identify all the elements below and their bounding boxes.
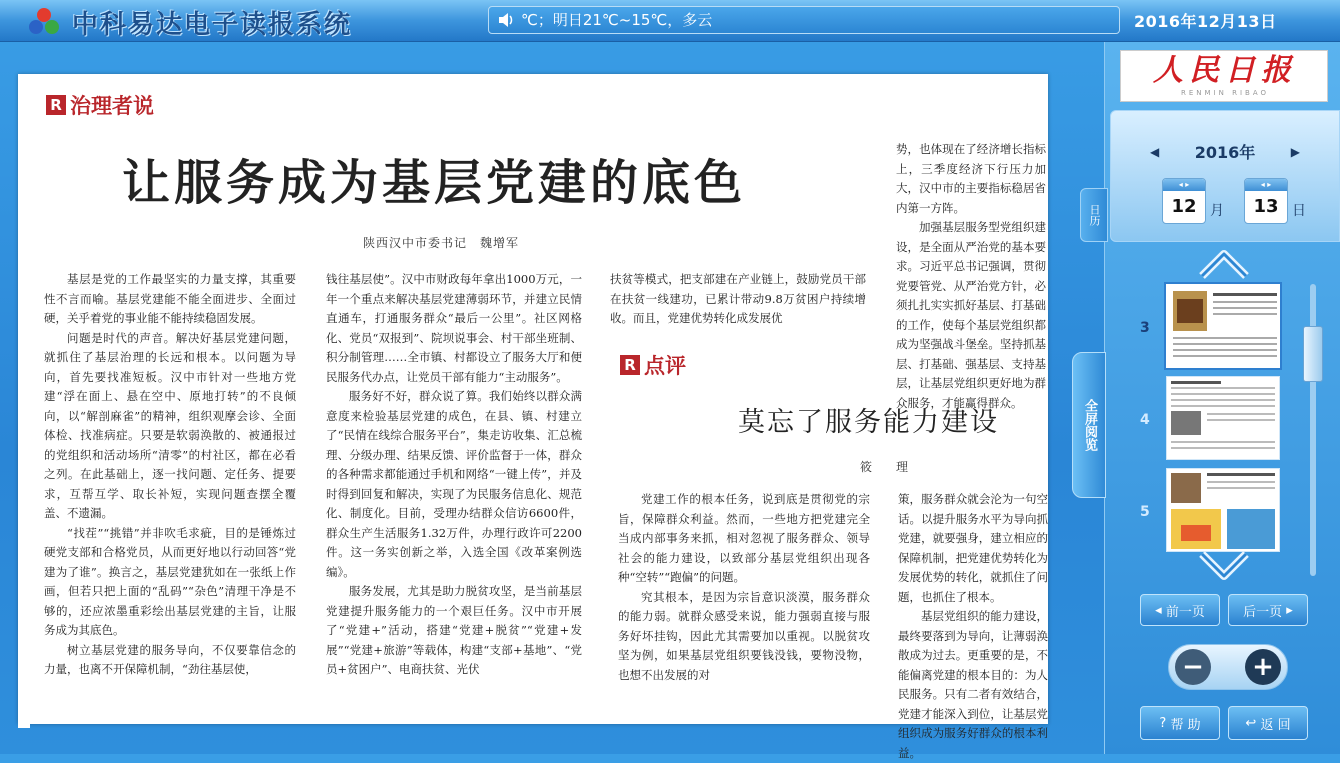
comment-column-1 — [618, 490, 870, 710]
r-logo-icon: R — [46, 95, 66, 115]
help-button[interactable] — [1140, 706, 1220, 740]
calendar-toggle-tab[interactable]: 日历 — [1080, 188, 1108, 242]
day-value: 13 — [1253, 196, 1279, 217]
fullscreen-read-tab[interactable]: 全屏阅览 — [1072, 352, 1106, 498]
paragraph: “找茬”“挑错”并非吹毛求疵，目的是锤炼过硬党支部和合格党员，从而更好地以行动回答“党建为了谁”。换言之，基层党建犹如在一张纸上作画，但若只把上面的“乱码”“杂色”清理干净是不够的，还应浓墨重彩绘出基层党建的主旨，让服务成为其底色。 — [44, 525, 296, 637]
page-thumbnail-5[interactable] — [1166, 468, 1280, 552]
comment-column-2 — [898, 490, 1048, 760]
paragraph: 势，也体现在了经济增长指标上，三季度经济下行压力加大，汉中市的主要指标稳居省内第一方阵。 — [896, 142, 1046, 215]
app-logo-icon — [26, 6, 62, 36]
article-column-2 — [326, 270, 582, 710]
prev-year-arrow-icon[interactable]: ◀ — [1150, 144, 1160, 159]
page-thumbnail-4[interactable] — [1166, 376, 1280, 460]
zoom-control — [1168, 644, 1288, 690]
paragraph: 问题是时代的声音。解决好基层党建问题，就抓住了基层治理的长远和根本。以问题为导向，首先要找准短板。汉中市针对一些地方党建“浮在面上、悬在空中、原地打转”的不良倾向，以“解剖麻雀”的精神，组织观摩会诊、全面体检、找准病症。只要是软弱涣散的、被通报过的党组织和活动场所“清零”的村社区，都在必看之列。在此基础上，逐一找问题、定任务、提要求，互帮互学、取长补短，实现问题查摆全覆盖、不遗漏。 — [44, 330, 296, 520]
next-page-button[interactable] — [1228, 594, 1308, 626]
page-number-4: 4 — [1140, 412, 1150, 428]
paragraph: 基层党组织的能力建设，最终要落到为导向，让薄弱涣散成为过去。更重要的是，不能偏离党建的根本目的：为人民服务。只有二者有效结合，党建才能深入到位，让基层党组织成为服务好群众的根本利益。 — [898, 609, 1048, 760]
paragraph: 树立基层党建的服务导向，不仅要靠信念的力量，也离不开保障机制，“劲往基层使， — [44, 642, 296, 676]
weather-text: ℃；明日21℃~15℃，多云 — [521, 11, 713, 29]
next-page-label: 后一页 — [1243, 604, 1283, 620]
chevron-down-icon[interactable] — [1198, 550, 1250, 582]
header-bar — [0, 0, 1340, 42]
month-picker-tab[interactable]: ◂ ▸ — [1163, 179, 1205, 191]
newspaper-page[interactable] — [18, 74, 1048, 760]
page-edge — [18, 724, 30, 728]
thumbnail-preview-icon — [1167, 469, 1281, 553]
paragraph: 扶贫等模式，把支部建在产业链上，鼓励党员干部在扶贫一线建功，已累计带动9.8万贫困户持续增收。而且，党建优势转化成发展优 — [610, 272, 866, 325]
paragraph: 服务好不好，群众说了算。我们始终以群众满意度来检验基层党建的成色，在县、镇、村建立了“民情在线综合服务平台”，集走访收集、汇总梳理、分级办理、结果反馈、评价监督于一体，群众的各种需求都能通过手机和网络“一键上传”，并及时得到回复和解决，实现了为民服务信息化、规范化、制度化。目前，受理办结群众信访6600件，群众生产生活服务1.32万件，办理行政许可2200件。这一务实创新之举，入选全国《改革案例选编》。 — [326, 389, 582, 579]
section-tag-label: 点评 — [644, 354, 686, 378]
thumbnail-preview-icon — [1167, 377, 1281, 461]
month-unit: 月 — [1210, 203, 1224, 219]
zoom-in-button[interactable]: + — [1245, 649, 1281, 685]
prev-page-label: 前一页 — [1165, 604, 1205, 620]
newspaper-logo[interactable] — [1120, 50, 1328, 102]
paragraph: 加强基层服务型党组织建设，是全面从严治党的基本要求。习近平总书记强调，贯彻党要管党、从严治党方针，必须扎扎实实抓好基层、打基础的工作，使每个基层党组织都成为坚强战斗堡垒。坚持抓基层、打基础、强基层、支持基层，让基层党组织更好地为群众服务，才能赢得群众。 — [896, 220, 1046, 410]
article-headline[interactable]: 让服务成为基层党建的底色 — [122, 155, 747, 211]
next-year-arrow-icon[interactable]: ▶ — [1290, 144, 1300, 159]
prev-arrow-icon: ◂ — [1155, 602, 1166, 618]
back-icon: ↩ — [1245, 715, 1261, 731]
comment-byline: 筱 理 — [860, 460, 915, 474]
chevron-up-icon[interactable] — [1198, 248, 1250, 280]
month-value: 12 — [1171, 196, 1197, 217]
year-label: 2016年 — [1194, 143, 1256, 162]
day-picker-tab[interactable]: ◂ ▸ — [1245, 179, 1287, 191]
r-logo-icon: R — [620, 355, 640, 375]
page-number-3: 3 — [1140, 320, 1150, 336]
weather-ticker — [488, 6, 1120, 34]
article-column-4 — [896, 140, 1046, 410]
back-button[interactable] — [1228, 706, 1308, 740]
comment-headline[interactable]: 莫忘了服务能力建设 — [738, 407, 999, 438]
paragraph: 基层是党的工作最坚实的力量支撑，其重要性不言而喻。基层党建能不能全面进步、全面过硬，关乎着党的事业能不能持续稳固发展。 — [44, 272, 296, 325]
article-column-3 — [610, 270, 866, 330]
page-number-5: 5 — [1140, 504, 1150, 520]
year-selector — [1150, 140, 1300, 163]
back-label: 返 回 — [1260, 717, 1291, 733]
section-tag-comment — [620, 350, 686, 380]
help-label: 帮 助 — [1170, 717, 1201, 733]
paragraph: 党建工作的根本任务，说到底是贯彻党的宗旨，保障群众利益。然而，一些地方把党建完全当成内部事务来抓，相对忽视了服务群众、领导社会的能力建设，以致部分基层党组织出现各种“空转”“跑偏”的问题。 — [618, 492, 870, 584]
page-thumbnail-3[interactable] — [1166, 284, 1280, 368]
next-arrow-icon: ▸ — [1282, 602, 1293, 618]
section-tag-governance — [46, 90, 154, 120]
thumbnail-preview-icon — [1169, 287, 1283, 371]
section-tag-label: 治理者说 — [70, 94, 154, 118]
help-icon: ? — [1159, 715, 1171, 731]
paragraph: 究其根本，是因为宗旨意识淡漠，服务群众的能力弱。就群众感受来说，能力强弱直接与服务好坏挂钩，因此尤其需要加以重视。以脱贫攻坚为例，如果基层党组织要钱没钱，要物没物，也想不出发展的对 — [618, 589, 870, 682]
current-date: 2016年12月13日 — [1134, 12, 1277, 31]
speaker-icon[interactable] — [497, 11, 515, 29]
prev-page-button[interactable] — [1140, 594, 1220, 626]
paragraph: 钱往基层使”。汉中市财政每年拿出1000万元，一年一个重点来解决基层党建薄弱环节，并建立民情直通车，打通服务群众“最后一公里”。社区网格化、党员“双报到”、院坝说事会、村干部坐班制、积分制管理……全市镇、村都设立了服务大厅和便民服务代办点，让党员干部有能力“主动服务”。 — [326, 272, 582, 384]
app-title: 中科易达电子读报系统 — [72, 10, 353, 40]
calendar-panel — [1110, 110, 1340, 242]
article-column-1 — [44, 270, 296, 710]
thumbnail-scrollbar-handle[interactable] — [1303, 326, 1323, 382]
article-byline: 陕西汉中市委书记 魏增军 — [363, 236, 520, 250]
day-unit: 日 — [1292, 203, 1306, 219]
paragraph: 策，服务群众就会沦为一句空话。以提升服务水平为导向抓党建，就要强身，建立相应的保障机制，把党建优势转化为发展优势的转化，就抓住了问题，也抓住了根本。 — [898, 492, 1048, 604]
month-picker[interactable] — [1162, 178, 1206, 224]
day-picker[interactable] — [1244, 178, 1288, 224]
paragraph: 服务发展，尤其是助力脱贫攻坚，是当前基层党建提升服务能力的一个艰巨任务。汉中市开展了“党建+”活动，搭建“党建+脱贫”“党建+发展”“党建+旅游”等载体，构建“支部+基地”、“党员+贫困户”、电商扶贫、光伏 — [326, 584, 582, 676]
newspaper-subtitle: RENMIN RIBAO — [1181, 89, 1269, 97]
newspaper-name: 人民日报 — [1153, 53, 1297, 88]
zoom-out-button[interactable]: − — [1175, 649, 1211, 685]
